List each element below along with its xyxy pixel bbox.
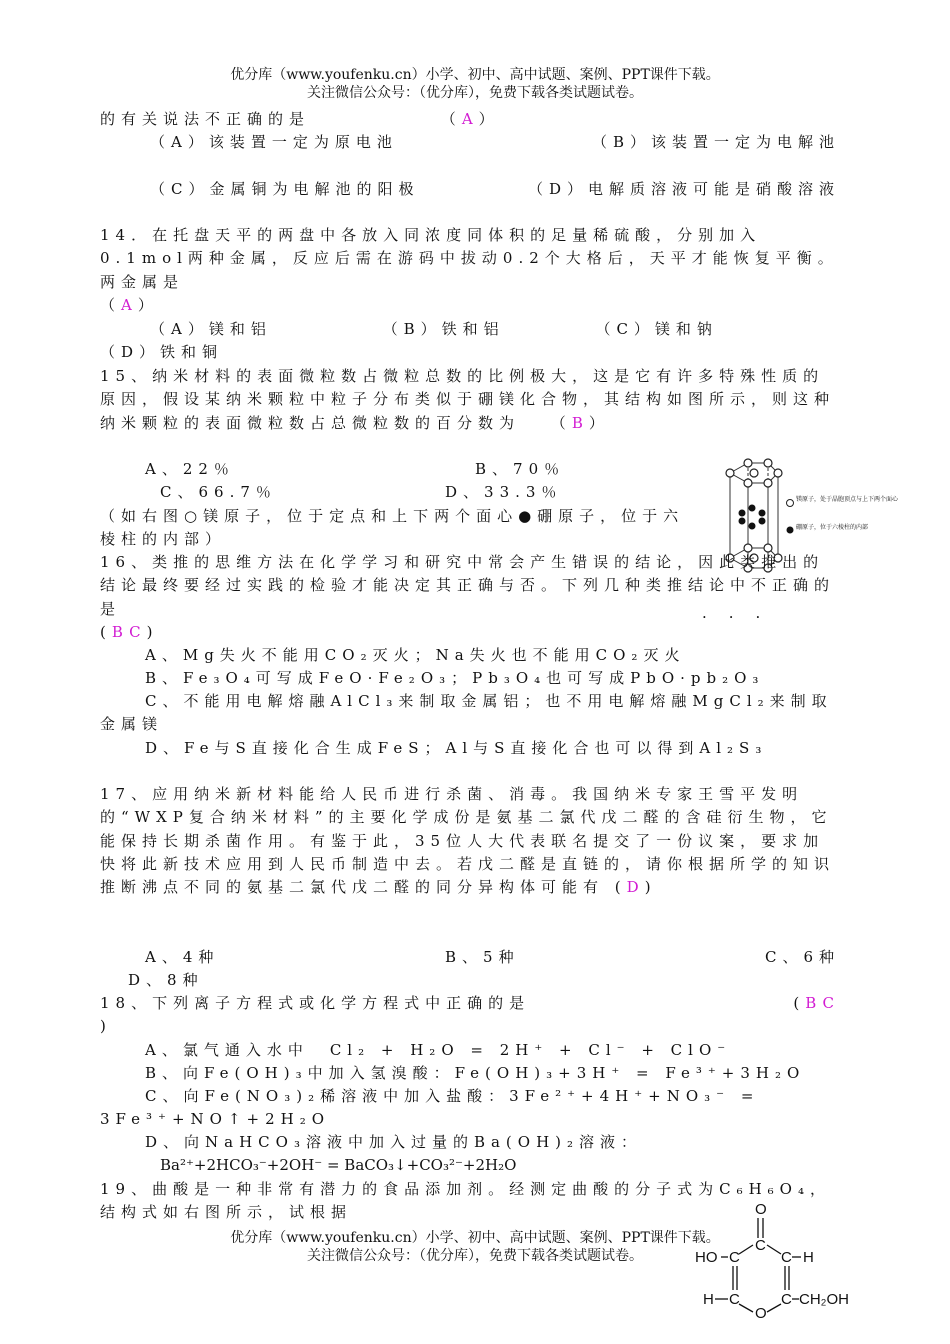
q18-option-a: A、氯气通入水中 Cl₂ + H₂O = 2H⁺ + Cl⁻ + ClO⁻ [145, 1041, 732, 1059]
q18-option-b: B、向Fe(OH)₃中加入氢溴酸：Fe(OH)₃+3H⁺ = Fe³⁺+3H₂O [145, 1064, 806, 1083]
q16-options [100, 644, 840, 691]
q14-option-c: （C）镁和钠 [595, 320, 718, 338]
q16-answer: BC [111, 622, 147, 641]
footer-line-1: 优分库（www.youfenku.cn）小学、初中、高中试题、案例、PPT课件下载。 [230, 1230, 720, 1246]
q13-option-a: （A）该装置一定为原电池 [150, 133, 398, 152]
q17-answer: D [626, 878, 645, 897]
atom-c3: C [781, 1249, 792, 1266]
footer-line-2: 关注微信公众号：（优分库），免费下载各类试题试卷。 [307, 1248, 643, 1264]
q17-option-d: D、8种 [128, 971, 204, 990]
atom-h-right: H [803, 1249, 814, 1266]
question-14: 14．在托盘天平的两盘中各放入同浓度同体积的足量稀硫酸，分别加入0.1mol两种金属，反应后需在游码中拔动0.2个大格后，天平才能恢复平衡。两金属是 （A） [100, 226, 839, 314]
atom-c4: C [729, 1291, 740, 1308]
legend-b: 硼原子，位于六棱柱的内部 [796, 524, 869, 531]
question-17: 17、应用纳米新材料能给人民币进行杀菌、消毒。我国纳米专家王雪平发明的“WXP复合纳米材料”的主要化学成份是氨基二氯代戊二醛的含硅衍生物，它能保持长期杀菌作用。有鉴于此，35位人大代表联名提交了一份议案，要求加快将此新技术应用到人民币制造中去。若戊二醛是直链的，请你根据所学的知识推断沸点不同的氨基二氯代戊二醛的同分异构体可能有 (D) [100, 785, 836, 897]
q14-options [100, 318, 840, 365]
question-15: 15、纳米材料的表面微粒数占微粒总数的比例极大，这是它有许多特殊性质的原因，假设某纳米颗粒中粒子分布类似于硼镁化合物，其结构如图所示，则这种纳米颗粒的表面微粒数占总微粒数的百分数为 （B） [100, 367, 836, 432]
q15-option-a: A、22％ [145, 460, 235, 478]
emphasis-dots: ··· [702, 608, 783, 626]
q14-answer: A [121, 295, 138, 314]
atom-c2: C [755, 1237, 766, 1254]
question-16: 16、类推的思维方法在化学学习和研究中常会产生错误的结论，因此类推出的结论最终要经过实践的检验才能决定其正确与否。下列几种类推结论中不正确的是 (BC) [100, 553, 836, 641]
q17-stem: 17、应用纳米新材料能给人民币进行杀菌、消毒。我国纳米专家王雪平发明的“WXP复合纳米材料”的主要化学成份是氨基二氯代戊二醛的含硅衍生物，它能保持长期杀菌作用。有鉴于此，35位人大代表联名提交了一份议案，要求加快将此新技术应用到人民币制造中去。若戊二醛是直链的，请你根据所学的知识推断沸点不同的氨基二氯代戊二醛的同分异构体可能有 [100, 785, 836, 897]
b-atom [739, 510, 746, 517]
b-atom [749, 505, 756, 512]
question-18: 18、下列离子方程式或化学方程式中正确的是 (BC ) [100, 994, 840, 1036]
q15-note: （如右图○镁原子，位于定点和上下两个面心●硼原子，位于六棱柱的内部） [100, 507, 685, 549]
atom-c5: C [781, 1291, 792, 1308]
q18-option-c-wrap [100, 1085, 840, 1132]
q17-option-b: B、5种 [445, 948, 520, 966]
q18-option-d-equation: Ba²⁺+2HCO₃⁻+2OH⁻ = BaCO₃↓+CO₃²⁻+2H₂O [160, 1156, 517, 1175]
q18-option-d-wrap [100, 1131, 840, 1178]
header-line-1: 优分库（www.youfenku.cn）小学、初中、高中试题、案例、PPT课件下载。 [230, 67, 720, 83]
q16-option-c-wrap [100, 690, 840, 737]
q17-option-c: C、6种 [764, 948, 840, 966]
mg-atom [750, 469, 758, 477]
q13-option-b: （B）该装置一定为电解池 [591, 133, 840, 152]
q15-option-b: B、70％ [475, 460, 566, 478]
b-atom [749, 523, 756, 530]
q14-option-a: （A）镁和铝 [150, 320, 272, 338]
b-atom [759, 518, 766, 525]
mg-atom [726, 469, 734, 477]
kojic-acid-structure [695, 1200, 875, 1330]
q15-stem: 15、纳米材料的表面微粒数占微粒总数的比例极大，这是它有许多特殊性质的原因，假设某纳米颗粒中粒子分布类似于硼镁化合物，其结构如图所示，则这种纳米颗粒的表面微粒数占总微粒数的百分数为 [100, 367, 836, 432]
mg-atom [744, 459, 752, 467]
legend-mg: 镁原子，处于晶胞顶点与上下两个面心 [796, 496, 899, 503]
b-atom [759, 510, 766, 517]
q18-stem: 18、下列离子方程式或化学方程式中正确的是 [100, 994, 531, 1012]
atom-o-top: O [755, 1201, 767, 1218]
question-13: 的有关说法不正确的是 （A） （A）该装置一定为原电池 （B）该装置一定为电解池 （C）金属铜为电解池的阳极 （D）电解质溶液可能是硝酸溶液 [100, 108, 840, 201]
atom-c1: C [729, 1249, 740, 1266]
q16-option-a: A、Mg失火不能用CO₂灭火；Na失火也不能用CO₂灭火 [145, 646, 686, 664]
question-19: 19、曲酸是一种非常有潜力的食品添加剂。经测定曲酸的分子式为C₆H₆O₄，结构式如右图所示，试根据 [100, 1180, 831, 1222]
q15-answer: B [571, 413, 589, 432]
q18-option-c: C、向Fe(NO₃)₂稀溶液中加入盐酸：3Fe²⁺+4H⁺+NO₃⁻ = 3Fe³⁺+NO↑+2H₂O [100, 1087, 760, 1129]
q17-options [100, 946, 840, 993]
q16-option-c: C、不能用电解熔融AlCl₃来制取金属铝；也不用电解熔融MgCl₂来制取金属镁 [100, 692, 833, 734]
q15-option-d: D、33.3％ [445, 483, 563, 502]
q18-options [100, 1039, 840, 1086]
q14-stem: 14．在托盘天平的两盘中各放入同浓度同体积的足量稀硫酸，分别加入0.1mol两种金属，反应后需在游码中拔动0.2个大格后，天平才能恢复平衡。两金属是 [100, 226, 839, 291]
q15-option-c: C、66.7％ [160, 483, 277, 502]
b-atom [739, 518, 746, 525]
header-line-2: 关注微信公众号：（优分库），免费下载各类试题试卷。 [307, 85, 643, 101]
q16-option-b: B、Fe₃O₄可写成FeO·Fe₂O₃；Pb₃O₄也可写成PbO·pb₂O₃ [145, 669, 765, 688]
mg-atom [764, 459, 772, 467]
mg-atom [744, 479, 752, 487]
mg-atom [764, 479, 772, 487]
q16-option-d-wrap [100, 737, 840, 760]
q16-stem: 16、类推的思维方法在化学学习和研究中常会产生错误的结论，因此类推出的结论最终要经过实践的检验才能决定其正确与否。下列几种类推结论中不正确的是 [100, 553, 836, 618]
legend-b-icon [787, 527, 794, 534]
q17-option-a: A、4种 [145, 948, 220, 966]
q13-stem: 的有关说法不正确的是 [100, 110, 311, 128]
q18-answer: BC [805, 994, 840, 1012]
q14-option-d: （D）铁和铜 [100, 343, 224, 362]
q14-option-b: （B）铁和铝 [382, 320, 505, 338]
mg-atom [774, 469, 782, 477]
atom-h-left: H [703, 1291, 714, 1308]
q15-options [100, 458, 700, 505]
q13-option-c: （C）金属铜为电解池的阳极 [150, 179, 420, 198]
atom-ch2oh: CH₂OH [799, 1291, 849, 1308]
atom-o-ring: O [755, 1305, 767, 1322]
q13-option-d: （D）电解质溶液可能是硝酸溶液 [527, 179, 840, 198]
boron-atoms [739, 505, 766, 530]
q18-option-d: D、向NaHCO₃溶液中加入过量的Ba(OH)₂溶液： [145, 1133, 643, 1151]
q13-answer: A [461, 110, 479, 128]
atom-ho: HO [695, 1249, 718, 1266]
q16-option-d: D、Fe与S直接化合生成FeS；Al与S直接化合也可以得到Al₂S₃ [145, 739, 768, 757]
legend-mg-icon [787, 500, 794, 507]
